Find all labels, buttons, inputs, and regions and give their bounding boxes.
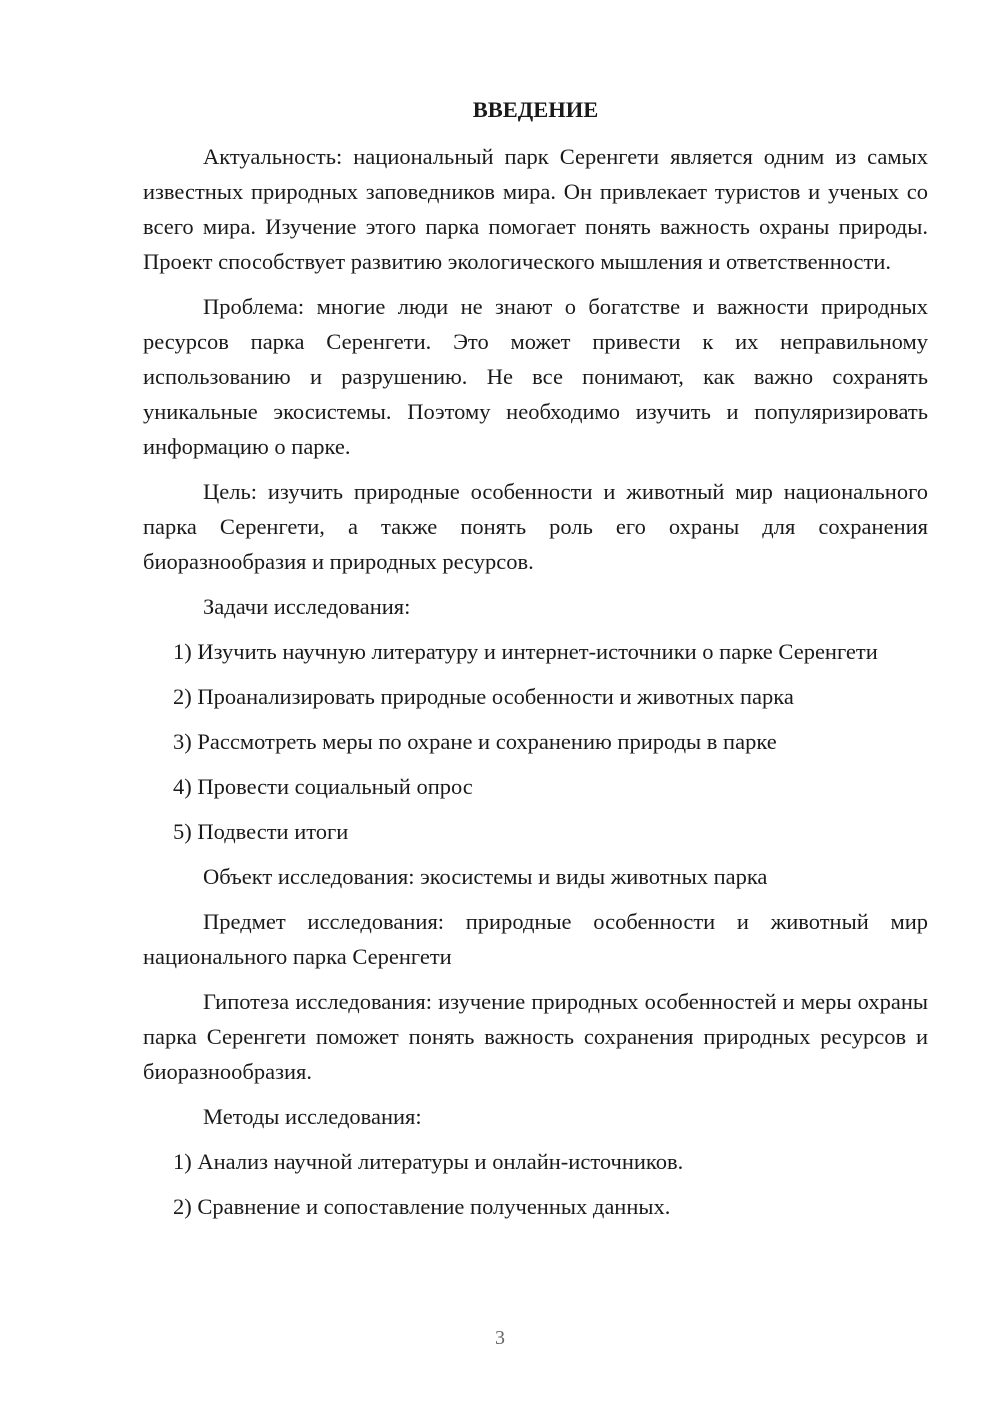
- method-item: 1) Анализ научной литературы и онлайн-источников.: [173, 1149, 684, 1174]
- hypothesis-paragraph: Гипотеза исследования: изучение природных особенностей и меры охраны парка Серенгети поможет понять важность сохранения природных ресурсов и биоразнообразия.: [143, 989, 928, 1084]
- document-page: [143, 92, 928, 1224]
- relevance-paragraph: Актуальность: национальный парк Серенгети является одним из самых известных природных заповедников мира. Он привлекает туристов и ученых со всего мира. Изучение этого парка помогает понять важность охраны природы. Проект способствует развитию экологического мышления и ответственности.: [143, 144, 928, 274]
- task-item: 3) Рассмотреть меры по охране и сохранению природы в парке: [173, 729, 777, 754]
- problem-paragraph: Проблема: многие люди не знают о богатстве и важности природных ресурсов парка Серенгети. Это может привести к их неправильному использованию и разрушению. Не все понимают, как важно сохранять уникальные экосистемы. Поэтому необходимо изучить и популяризировать информацию о парке.: [143, 294, 928, 459]
- object-paragraph: Объект исследования: экосистемы и виды животных парка: [203, 864, 768, 889]
- tasks-heading: Задачи исследования:: [203, 594, 411, 619]
- goal-paragraph: Цель: изучить природные особенности и животный мир национального парка Серенгети, а также понять роль его охраны для сохранения биоразнообразия и природных ресурсов.: [143, 479, 928, 574]
- methods-heading: Методы исследования:: [203, 1104, 422, 1129]
- task-item: 5) Подвести итоги: [173, 819, 349, 844]
- page-number: 3: [495, 1327, 505, 1349]
- task-item: 2) Проанализировать природные особенности и животных парка: [173, 684, 794, 709]
- subject-paragraph: Предмет исследования: природные особенности и животный мир национального парка Серенгети: [143, 909, 928, 969]
- task-item: 4) Провести социальный опрос: [173, 774, 473, 799]
- task-item: 1) Изучить научную литературу и интернет-источники о парке Серенгети: [173, 639, 878, 664]
- section-title: ВВЕДЕНИЕ: [472, 97, 599, 122]
- method-item: 2) Сравнение и сопоставление полученных данных.: [173, 1194, 671, 1219]
